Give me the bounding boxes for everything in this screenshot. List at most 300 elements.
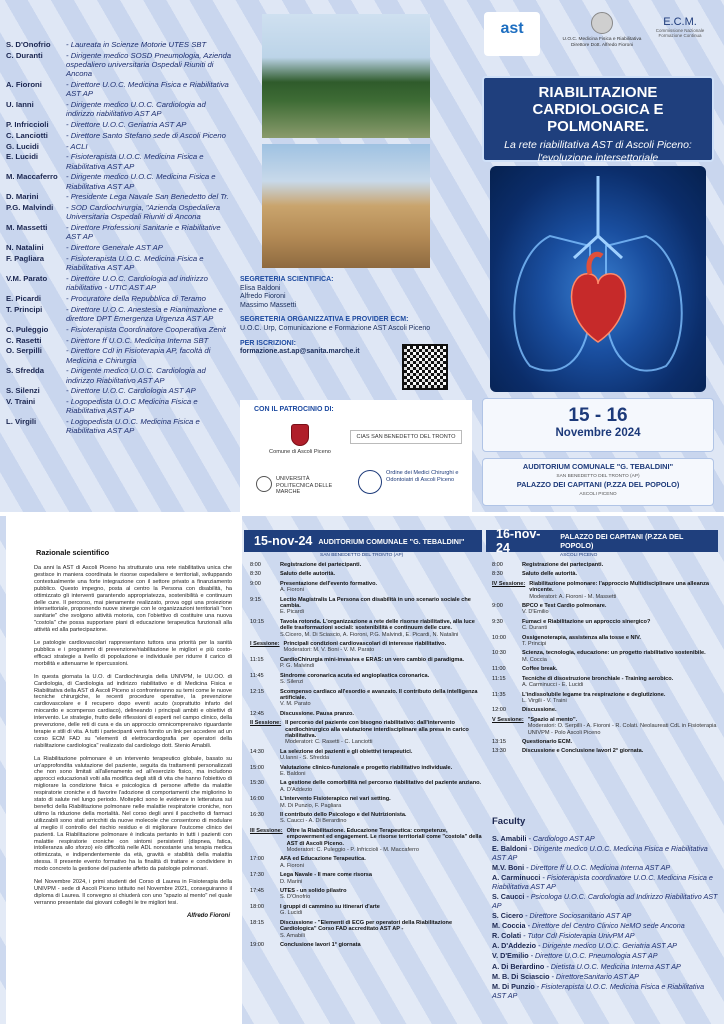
program-text xyxy=(284,641,447,654)
program-time: 9:30 xyxy=(492,618,503,625)
sci-name: Alfredo Fioroni xyxy=(240,293,286,301)
venue-box xyxy=(482,458,714,506)
program-text xyxy=(280,749,412,762)
day2-venue: PALAZZO DEI CAPITANI (P.ZZA DEL POPOLO) xyxy=(560,532,684,550)
faculty-role: - Direttore U.O.C. Anestesia e Rianimazione e direttore DPT Emergenza Urgenza AST AP xyxy=(66,304,223,323)
program-item xyxy=(250,571,484,577)
faculty-name: P.G. Malvindi xyxy=(6,203,54,213)
program-item xyxy=(250,720,484,746)
program-item xyxy=(492,676,718,689)
program-time: IV Sessione: xyxy=(492,580,526,587)
program-title: Registrazione dei partecipanti. xyxy=(522,562,604,568)
faculty-entry xyxy=(492,922,718,931)
faculty-entry xyxy=(6,192,232,201)
program-time: 16:30 xyxy=(250,812,264,818)
program-item xyxy=(250,657,484,670)
faculty-name: E. Picardi xyxy=(6,293,42,303)
faculty-name: N. Natalini xyxy=(6,243,44,253)
faculty-name: A. Fioroni xyxy=(6,80,42,89)
faculty-entry xyxy=(492,963,718,972)
faculty-entry xyxy=(6,172,232,190)
faculty-entry xyxy=(6,142,232,151)
faculty-name: D. Marini xyxy=(6,192,39,202)
date-box xyxy=(482,398,714,452)
program-speakers: V. M. Parato xyxy=(280,701,311,708)
faculty-role: - Direttore Santo Stefano sede di Ascoli Piceno xyxy=(66,130,226,140)
event-title: RIABILITAZIONE CARDIOLOGICA E POLMONARE. xyxy=(532,84,664,135)
program-text xyxy=(280,942,361,948)
faculty-role: - Dirigente medico U.O.C. Medicina Fisica e Riabilitativa AST AP xyxy=(66,172,216,191)
faculty-name: L. Virgili xyxy=(6,417,37,427)
faculty-role: - Fisioterapista coordinatore U.O.C. Medicina Fisica e Riabilitativa AST AP xyxy=(492,873,713,891)
program-speakers: P. G. Malvindi xyxy=(280,663,315,670)
event-title-box xyxy=(482,76,714,162)
venue-1: AUDITORIUM COMUNALE "G. TEBALDINI" xyxy=(522,462,674,471)
program-item xyxy=(250,711,484,717)
faculty-name: S. Cicero xyxy=(492,910,524,920)
rationale-paragraph: Da anni la AST di Ascoli Piceno ha strutturato una rete riabilitativa unica che gestisce in maniera coordinata le risorse ospedaliere e territoriali, sviluppando contestualmente una forte integrazione con il settore privato a finanziamento pubblico. Questo impegno, posta al centro la Persona con disabilità, ha ottimizzato gli interventi garantendo appropriatezza, sostenibilità e continuum delle cure. Il percorso, mai pienamente realizzato, prova oggi una proiezione intersettoriale, proponendo nuove sinergie con le organizzazioni territoriali "non sanitarie" che svolgono attività motoria, con l'obiettivo di costituire una nuova "costola" che possa supportare piani di educazione terapeutica funzionali alla attività ed alla partecipazione. xyxy=(34,565,232,634)
faculty-name: A. Carminucci xyxy=(492,873,541,883)
program-time: 12:45 xyxy=(250,710,264,717)
faculty-name: G. Lucidi xyxy=(6,141,39,151)
day1-date: 15-nov-24 xyxy=(254,534,313,548)
faculty-name: F. Pagliara xyxy=(6,253,45,263)
faculty-name: T. Principi xyxy=(6,304,43,314)
program-time: 17:45 xyxy=(250,888,264,895)
faculty-entry xyxy=(6,51,232,79)
faculty-role: - ACLI xyxy=(66,141,88,151)
program-time: 15:30 xyxy=(250,780,264,787)
event-month: Novembre 2024 xyxy=(555,427,641,439)
faculty-name: M. Massetti xyxy=(6,223,48,233)
program-text xyxy=(522,562,603,568)
program-text xyxy=(522,619,650,632)
program-text xyxy=(280,888,347,901)
ecm-text: E.C.M. xyxy=(663,16,697,28)
program-speakers: S.Cicero, M. Di Sciascio, A. Fioroni, P.G. Malvindi, E. Picardi, N. Natalini xyxy=(280,631,459,638)
faculty-name: O. Serpilli xyxy=(6,346,42,356)
program-title: Lega Navale - Il mare come risorsa xyxy=(280,872,373,879)
program-speakers: T. Principi xyxy=(522,641,547,648)
program-item xyxy=(492,717,718,736)
program-item xyxy=(492,562,718,568)
program-time: 11:15 xyxy=(492,675,506,682)
program-title: La selezione dei pazienti e gli obiettivi terapeutici. xyxy=(280,748,413,755)
faculty-name: S. Silenzi xyxy=(6,386,40,396)
program-item xyxy=(492,707,718,713)
faculty-name: C. Lanciotti xyxy=(6,130,48,140)
program-item xyxy=(492,650,718,663)
program-time: 15:00 xyxy=(250,764,264,771)
program-item xyxy=(492,635,718,648)
faculty-role: - Fisioterapista Coordinatore Cooperativa Zenit xyxy=(66,324,226,334)
faculty-role: - DirettoreSanitario AST AP xyxy=(551,971,639,981)
program-item xyxy=(250,689,484,708)
faculty-entry xyxy=(6,131,232,140)
program-speakers: A. Fioroni xyxy=(280,862,304,869)
faculty-role: - Direttore del Centro Clinico NeMO sede Ancona xyxy=(527,920,685,930)
qr-code[interactable] xyxy=(402,344,448,390)
program-text xyxy=(528,717,718,736)
program-time: 14:30 xyxy=(250,748,264,755)
program-speakers: V. D'Emilio xyxy=(522,609,549,616)
program-text xyxy=(280,796,391,809)
program-time: 13:30 xyxy=(492,748,506,755)
program-speakers: M. Di Punzio, F. Pagliara xyxy=(280,802,342,809)
program-speakers: L. Virgili - V. Traini xyxy=(522,697,567,704)
program-text xyxy=(280,812,407,825)
faculty-name: A. Di Berardino xyxy=(492,961,545,971)
faculty-entry xyxy=(6,294,232,303)
faculty-entry xyxy=(6,120,232,129)
faculty-role: - Direttore Professioni Sanitarie e Riabilitative AST AP xyxy=(66,223,221,242)
faculty-entry xyxy=(492,864,718,873)
faculty-list-right xyxy=(492,816,718,1002)
day2-city: ASCOLI PICENO xyxy=(560,553,598,558)
program-title: Coffee break. xyxy=(522,666,558,673)
program-speakers: A. Fioroni xyxy=(280,587,304,594)
faculty-name: S. D'Onofrio xyxy=(6,40,51,49)
program-time: 13:15 xyxy=(492,738,506,745)
program-text xyxy=(522,666,557,672)
faculty-role: - Cardiologo AST AP xyxy=(528,834,595,843)
faculty-role: - Fisioterapista U.O.C. Medicina Fisica e Riabilitativa AST AP xyxy=(66,253,204,273)
program-text xyxy=(280,856,366,869)
rationale-paragraph: Le patologie cardiovascolari rappresentano tuttora una priorità per la sanità pubblica e i programmi di prevenzione/riabilitazione le migliori e più costo-efficaci strategie a livello di popolazione e individuale per ridurre il carico di morbilità e attenuarne le ripercussioni. xyxy=(34,640,232,667)
faculty-role: - Direttore U.O.C. Geriatria AST AP xyxy=(66,120,187,129)
program-time: 10:30 xyxy=(492,650,506,657)
program-text xyxy=(522,571,577,577)
faculty-role: - Direttore U.O.C. Cardiologia ad indirizzo riabilitativo - UTIC AST AP xyxy=(66,273,208,293)
program-time: 17:00 xyxy=(250,856,264,863)
faculty-role: - Logopedista U.O.C Medicina Fisica e Riabilitativa AST AP xyxy=(66,397,198,416)
program-text xyxy=(280,920,484,939)
uoc-logo xyxy=(560,12,644,48)
faculty-entry xyxy=(6,366,232,384)
program-item xyxy=(250,641,484,654)
faculty-name: C. Rasetti xyxy=(6,335,42,345)
logo-ordine-label: Ordine dei Medici Chirurghi e Odontoiatri di Ascoli Piceno xyxy=(386,470,459,483)
program-item xyxy=(250,920,484,939)
program-text xyxy=(280,619,484,638)
program-time: 17:30 xyxy=(250,872,264,879)
photo-piazza-del-popolo xyxy=(262,144,430,268)
faculty-role: - Procuratore della Repubblica di Teramo xyxy=(66,293,206,303)
event-subtitle: La rete riabilitativa AST di Ascoli Piceno: l'evoluzione intersettoriale xyxy=(504,139,692,164)
program-speakers: Moderatori: A. Fioroni - M. Massetti xyxy=(529,593,617,600)
program-item xyxy=(250,673,484,686)
program-item xyxy=(492,748,718,754)
faculty-name: R. Colati xyxy=(492,931,522,941)
faculty-entry xyxy=(6,417,232,435)
program-title: Tecniche di disostruzione bronchiale - Training aerobico. xyxy=(522,675,674,682)
faculty-name: M. Di Punzio xyxy=(492,982,535,992)
faculty-entry xyxy=(492,952,718,961)
program-speakers: S. Caucci - A. Di Berardino xyxy=(280,818,347,825)
program-speakers: M. Coccia xyxy=(522,656,547,663)
faculty-entry xyxy=(6,336,232,345)
patronage-title: CON IL PATROCINIO DI: xyxy=(254,406,334,413)
program-time: 19:00 xyxy=(250,941,264,948)
program-time: 11:15 xyxy=(250,656,264,663)
program-speakers: G. Lucidi xyxy=(280,910,303,917)
program-speakers: S. Amabili xyxy=(280,932,305,939)
program-text xyxy=(522,650,706,663)
program-time: 9:00 xyxy=(492,603,503,610)
sci-secretariat-title: SEGRETERIA SCIENTIFICA: xyxy=(240,276,334,283)
program-title: Discussione. Pausa pranzo. xyxy=(280,710,354,717)
program-speakers: D. Marini xyxy=(280,878,303,885)
program-title: BPCO e Test Cardio polmonare. xyxy=(522,603,607,610)
logo-cias xyxy=(350,430,462,444)
program-time: 18:15 xyxy=(250,919,264,926)
program-speakers: S. Silenzi xyxy=(280,679,304,686)
org-secretariat-body: U.O.C. Urp, Comunicazione e Formazione AST Ascoli Piceno xyxy=(240,324,431,332)
program-speakers: Moderatori: O. Serpilli - A. Fioroni - R. Colati. Neolaureati CdL in Fisioterapia UNIVPM - Polo Ascoli Piceno xyxy=(527,723,717,736)
photo-seaside-park xyxy=(262,14,430,138)
program-time: 11:45 xyxy=(250,672,264,679)
program-time: II Sessione: xyxy=(250,720,282,727)
program-item xyxy=(250,581,484,594)
faculty-entry xyxy=(6,325,232,334)
faculty-entry xyxy=(492,835,718,844)
program-item xyxy=(250,765,484,778)
program-time: 12:00 xyxy=(492,707,506,714)
program-speakers: Moderatori: M. V. Boni - V. M. Parato xyxy=(283,647,375,654)
day1-city: SAN BENEDETTO DEL TRONTO (AP) xyxy=(320,553,404,558)
faculty-entry xyxy=(6,397,232,415)
program-title: Il contributo dello Psicologo e del Nutrizionista. xyxy=(280,812,407,818)
logo-comune xyxy=(260,424,340,456)
program-time: 9:00 xyxy=(250,580,261,587)
program-title: Presentazione dell'evento formativo. xyxy=(280,580,378,587)
program-text xyxy=(522,707,557,713)
program-item xyxy=(492,571,718,577)
rationale-panel xyxy=(6,516,242,1024)
faculty-name: E. Baldoni xyxy=(492,844,528,854)
program-time: I Sessione: xyxy=(250,641,280,648)
program-title: Discussione. xyxy=(522,707,557,714)
faculty-name: M. B. Di Sciascio xyxy=(492,971,550,981)
faculty-name: S. Amabili xyxy=(492,834,527,843)
program-speakers: E. Picardi xyxy=(280,609,304,616)
program-title: Conclusione lavori 1° giornata xyxy=(280,941,361,948)
program-text xyxy=(287,828,484,854)
uoc-director: Direttore Dott. Alfredo Fioroni xyxy=(570,42,634,48)
faculty-role: - Dirigente medico U.O.C. Medicina Fisica e Riabilitativa AST AP xyxy=(492,844,708,862)
program-text xyxy=(522,635,641,648)
faculty-entry xyxy=(6,223,232,241)
program-item xyxy=(250,828,484,854)
logo-ordine-medici xyxy=(356,470,468,483)
program-item xyxy=(492,581,718,600)
rationale-paragraph: In questa giornata la U.O. di Cardiochirurgia della UNIVPM, le UU.OO. di Cardiologia, di Cardiologia ad indirizzo riabilitativo e di Medicina Fisica e Riabilitativa della AST di Ascoli Piceno si confronteranno su temi come le nuove tecniche chirurgiche, le recenti procedure operative, la prevenzione cardiovascolare e il recupero dopo eventi acuto (soprattutto infarto del miocardio e scompenso cardiaco), delineando i principali ambiti e obiettivi di intervento. Le strategie, frutto delle riflessioni di esperti nel campo clinico, della prevenzione, delle reti di cura e da un approccio omnicomprensivo riguardante terapie e stili di vita. A tutti i partecipanti verrà fornito un link per accedere ad un corso ECM FAD su "elementi di elettrocardiografia per operatori della riabilitazione cardiologica" realizzato dal cardiologo dott. Stenio Amabili. xyxy=(34,673,232,749)
program-text xyxy=(522,676,673,689)
faculty-list-left xyxy=(6,40,232,437)
program-item xyxy=(250,796,484,809)
program-time: V Sessione: xyxy=(492,716,524,723)
faculty-entry xyxy=(6,305,232,323)
faculty-name: C. Puleggio xyxy=(6,324,49,334)
signup-email[interactable]: formazione.ast.ap@sanita.marche.it xyxy=(240,348,360,356)
faculty-entry xyxy=(6,274,232,292)
program-text xyxy=(285,720,484,746)
faculty-role: - Presidente Lega Navale San Benedetto del Tr. xyxy=(66,192,229,202)
faculty-entry xyxy=(6,40,232,49)
ecm-sub: Commissione Nazionale Formazione Continua xyxy=(655,28,705,38)
program-text xyxy=(522,603,606,616)
faculty-role: - Direttore Generale AST AP xyxy=(66,243,163,253)
program-speakers: U.Ianni - S. Sfredda xyxy=(280,755,330,762)
faculty-role: - Dietista U.O.C. Medicina Interna AST AP xyxy=(546,961,681,971)
program-time: 16:00 xyxy=(250,796,264,803)
program-title: Scompenso cardiaco all'esordio e avanzato. Il contributo della intelligenza artificiale. xyxy=(280,688,478,701)
faculty-name: V.M. Parato xyxy=(6,273,48,283)
program-title: UTES - un solido pilastro xyxy=(280,888,347,895)
program-text xyxy=(280,673,429,686)
uoc-name: U.O.C. Medicina Fisica e Riabilitativa xyxy=(562,37,642,42)
rationale-signature: Alfredo Fioroni xyxy=(187,912,230,919)
program-item xyxy=(250,597,484,616)
faculty-entry xyxy=(492,973,718,982)
ecm-logo xyxy=(652,16,708,38)
faculty-role: - Direttore U.O.C. Pneumologia AST AP xyxy=(530,951,658,961)
faculty-name: U. Ianni xyxy=(6,100,34,109)
ast-logo xyxy=(484,12,540,56)
program-item xyxy=(250,619,484,638)
day1-venue: AUDITORIUM COMUNALE "G. TEBALDINI" xyxy=(318,536,465,546)
program-item xyxy=(250,904,484,917)
program-time: 12:15 xyxy=(250,688,264,695)
faculty-name: M. Maccaferro xyxy=(6,172,58,182)
program-text xyxy=(280,872,372,885)
logo-comune-label: Comune di Ascoli Piceno xyxy=(269,449,331,455)
program-title: Fumaci e Riabilitazione un approccio sinergico? xyxy=(522,618,651,625)
faculty-role: - Direttore CdI in Fisioterapia AP, facoltà di Medicina e Chirurgia xyxy=(66,346,211,365)
faculty-role: - Dirigente medico SOSD Pneumologia, Azienda ospedaliero universitaria Ospedali Riuniti di Ancona xyxy=(66,50,232,79)
program-text xyxy=(280,597,484,616)
patronage-box xyxy=(240,400,472,512)
program-title: Il percorso del paziente con bisogno riabilitativo: dall'intervento cardiochirurgico alla valutazione interdisciplinare alla presa in carico riabilitativa. xyxy=(285,720,469,739)
program-time: 11:35 xyxy=(492,691,506,698)
program-text xyxy=(529,581,718,600)
heart-lungs-image xyxy=(490,166,706,392)
faculty-entry xyxy=(6,152,232,170)
program-title: Discussione e Conclusione lavori 2° giornata. xyxy=(522,748,644,755)
faculty-role: - Fisioterapista U.O.C. Medicina Fisica e Riabilitativa AST AP xyxy=(492,982,705,1000)
program-speakers: Moderatori: C. Rasetti - C. Lanciotti xyxy=(285,739,373,746)
faculty-name: M. Coccia xyxy=(492,920,526,930)
program-item xyxy=(250,856,484,869)
day2-header xyxy=(486,527,718,555)
program-title: Ossigenoterapia, assistenza alla tosse e NIV. xyxy=(522,634,641,641)
program-text xyxy=(280,562,361,568)
faculty-role: - Direttore U.O.C. Cardiologia AST AP xyxy=(66,386,196,396)
venue-1-city: SAN BENEDETTO DEL TRONTO (AP) xyxy=(556,474,640,479)
rationale-paragraph: Nel Novembre 2024, i primi studenti del Corso di Laurea in Fisioterapia della UNIVPM - sede di Ascoli Piceno istituito nel Novembre 2021, conseguiranno il diploma di Laurea. Il convegno si chiuderà con uno "spazio al mento" nel quale verranno presentate dai giovani colleghi le tre migliori tesi. xyxy=(34,879,232,906)
faculty-role: - Tutor CdI Fisioterapia UnivPM AP xyxy=(523,931,635,941)
faculty-entry xyxy=(6,100,232,118)
program-title: Valutazione clinico-funzionale e progetto riabilitativo individuale. xyxy=(280,764,453,771)
program-speakers: A. D'Addezio xyxy=(280,786,313,793)
ast-logo-text: ast xyxy=(500,20,524,37)
day1-header xyxy=(244,530,482,552)
faculty-entry xyxy=(492,912,718,921)
program-title: I gruppi di cammino su itinerari d'arte xyxy=(280,903,380,910)
venue-2: PALAZZO DEI CAPITANI (P.ZZA DEL POPOLO) xyxy=(516,480,680,489)
faculty-role: - Dirigente medico U.O.C. Geriatria AST AP xyxy=(538,941,677,951)
program-title: Tavola rotonda. L'organizzazione a rete delle risorse riabilitative, alla luce delle trasformazioni sociali: sostenibilità e continuum delle cure. xyxy=(280,618,475,632)
faculty-entry xyxy=(6,203,232,221)
program-title: Saluto delle autorità. xyxy=(522,571,578,578)
logo-univpm-label: UNIVERSITÀ POLITECNICA DELLE MARCHE xyxy=(276,476,333,495)
program-title: Scienza, tecnologia, educazione: un progetto riabilitativo sostenibile. xyxy=(522,650,706,657)
event-days: 15 - 16 xyxy=(568,405,628,426)
brochure-inner xyxy=(0,516,724,1024)
program-text xyxy=(280,689,484,708)
program-time: 9:15 xyxy=(250,596,261,603)
program-text xyxy=(280,904,380,917)
program-title: AFA ed Educazione Terapeutica. xyxy=(280,856,366,863)
program-time: III Sessione: xyxy=(250,827,283,834)
faculty-entry xyxy=(492,983,718,1000)
program-text xyxy=(522,739,572,745)
program-title: Riabilitazione polmonare: l'approccio Multidisciplinare una alleanza vincente. xyxy=(529,580,710,594)
faculty-name: M.V. Boni xyxy=(492,862,525,872)
program-title: Lectio Magistralis La Persona con disabilità in uno scenario sociale che cambia. xyxy=(280,596,471,610)
program-speakers: A. Carminucci - E. Lucidi xyxy=(522,682,584,689)
program-title: Discussione - "Elementi di ECG per operatori della Riabilitazione Cardiologica" Corso FAD accreditato AST AP - xyxy=(280,919,453,933)
faculty-role: - Direttore U.O.C. Medicina Fisica e Riabilitativa AST AP xyxy=(66,80,229,99)
faculty-role: - Direttore ff U.O.C. Medicina Interna SBT xyxy=(66,335,209,345)
program-text xyxy=(280,581,377,594)
faculty-name: P. Infriccioli xyxy=(6,120,49,129)
program-speakers: Moderatori: C. Puleggio - P. Infriccioli - M. Maccaferro xyxy=(286,847,419,854)
program-title: L'intervento Fisioterapico nei vari setting. xyxy=(280,796,391,803)
faculty-entry xyxy=(6,346,232,364)
program-text xyxy=(280,780,481,793)
day1-program xyxy=(250,562,484,951)
faculty-entry xyxy=(6,243,232,252)
program-title: La gestione delle comorbilità nel percorso riabilitativo del paziente anziano. xyxy=(280,780,482,787)
program-text xyxy=(522,748,643,754)
program-text xyxy=(280,571,335,577)
faculty-entry xyxy=(492,932,718,941)
faculty-entry xyxy=(492,874,718,891)
faculty-role: - Logopedista U.O.C. Medicina Fisica e Riabilitativa AST AP xyxy=(66,417,200,436)
program-item xyxy=(492,666,718,672)
faculty-entry xyxy=(6,254,232,272)
program-item xyxy=(492,692,718,705)
program-title: Questionario ECM. xyxy=(522,738,573,745)
faculty-name: S. Caucci xyxy=(492,891,525,901)
faculty-entry xyxy=(492,893,718,910)
program-item xyxy=(250,562,484,568)
faculty-role: - Laureata in Scienze Motorie UTES SBT xyxy=(66,40,207,49)
org-secretariat-title: SEGRETERIA ORGANIZZATIVA E PROVIDER ECM: xyxy=(240,316,409,324)
program-item xyxy=(250,942,484,948)
program-time: 8:30 xyxy=(492,571,503,578)
signup-title: PER ISCRIZIONI: xyxy=(240,339,297,347)
program-item xyxy=(492,619,718,632)
faculty-role: - Psicologa U.O.C. Cardiologia ad Indirizzo Riabilitativo AST AP xyxy=(492,891,718,910)
program-title: Sindrome coronarica acuta ed angioplastica coronarica. xyxy=(280,672,430,679)
program-item xyxy=(492,603,718,616)
faculty-role: - Direttore Sociosanitario AST AP xyxy=(525,910,632,920)
logo-univpm xyxy=(254,476,344,496)
program-item xyxy=(250,872,484,885)
rationale-title: Razionale scientifico xyxy=(36,548,110,557)
